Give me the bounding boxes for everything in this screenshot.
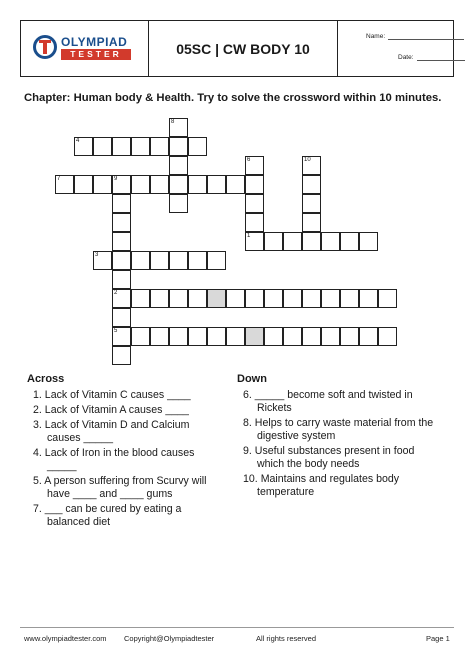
- clue-text: Lack of Vitamin A causes ____: [44, 404, 189, 416]
- clue-number: 3.: [33, 419, 42, 431]
- crossword-cell[interactable]: [55, 175, 74, 194]
- crossword-cell[interactable]: [302, 175, 321, 194]
- across-heading: Across: [27, 373, 65, 385]
- crossword-cell[interactable]: [245, 232, 264, 251]
- clue-number: 2: [114, 290, 118, 296]
- crossword-cell[interactable]: [150, 175, 169, 194]
- crossword-cell[interactable]: [112, 251, 131, 270]
- clue-number: 8: [171, 119, 175, 125]
- crossword-cell[interactable]: [131, 251, 150, 270]
- clue-text: A person suffering from Scurvy will: [44, 475, 207, 487]
- crossword-cell[interactable]: [245, 175, 264, 194]
- footer-website: www.olympiadtester.com: [24, 634, 107, 643]
- clue-text: _____: [47, 460, 77, 472]
- clue-text: have ____ and ____ gums: [47, 488, 173, 500]
- crossword-cell[interactable]: [112, 213, 131, 232]
- clue-number: 1: [247, 233, 251, 239]
- crossword-cell[interactable]: [283, 289, 302, 308]
- clue-text: Lack of Iron in the blood causes: [44, 447, 195, 459]
- clue-text: Useful substances present in food: [254, 445, 415, 457]
- crossword-cell[interactable]: [245, 289, 264, 308]
- crossword-cell[interactable]: [112, 232, 131, 251]
- crossword-cell[interactable]: [131, 137, 150, 156]
- crossword-cell[interactable]: [112, 194, 131, 213]
- crossword-cell[interactable]: [245, 156, 264, 175]
- down-clue: [243, 389, 458, 415]
- crossword-cell[interactable]: [302, 156, 321, 175]
- footer-copyright: Copyright@Olympiadtester: [124, 634, 215, 643]
- crossword-cell[interactable]: [283, 327, 302, 346]
- crossword-cell[interactable]: [245, 213, 264, 232]
- worksheet-title: 05SC | CW BODY 10: [149, 21, 338, 76]
- across-clue: [33, 475, 233, 501]
- crossword-cell[interactable]: [93, 137, 112, 156]
- down-clue: [243, 417, 458, 443]
- crossword-cell[interactable]: [169, 137, 188, 156]
- clue-text: Lack of Vitamin C causes ____: [44, 389, 191, 401]
- crossword-cell[interactable]: [321, 289, 340, 308]
- footer-page: Page 1: [426, 634, 450, 643]
- logo-top-text: OLYMPIAD: [61, 35, 128, 49]
- crossword-cell[interactable]: [93, 251, 112, 270]
- clue-text: balanced diet: [47, 516, 111, 528]
- crossword-cell[interactable]: [131, 289, 150, 308]
- crossword-cell[interactable]: [340, 327, 359, 346]
- crossword-cell[interactable]: [169, 175, 188, 194]
- crossword-cell[interactable]: [302, 194, 321, 213]
- name-field[interactable]: [388, 33, 464, 40]
- crossword-cell[interactable]: [112, 289, 131, 308]
- clue-number: 9.: [243, 445, 252, 457]
- clue-number: 6.: [243, 389, 252, 401]
- crossword-cell[interactable]: [74, 137, 93, 156]
- crossword-cell[interactable]: [131, 327, 150, 346]
- crossword-cell[interactable]: [378, 289, 397, 308]
- crossword-cell[interactable]: [264, 232, 283, 251]
- logo: [21, 21, 149, 76]
- crossword-cell[interactable]: [169, 327, 188, 346]
- crossword-cell[interactable]: [340, 289, 359, 308]
- crossword-cell[interactable]: [150, 327, 169, 346]
- crossword-cell[interactable]: [169, 251, 188, 270]
- logo-icon: [33, 35, 57, 59]
- down-clue: [243, 445, 458, 471]
- crossword-cell[interactable]: [74, 175, 93, 194]
- crossword-cell[interactable]: [340, 232, 359, 251]
- clue-text: Lack of Vitamin D and Calcium: [44, 419, 190, 431]
- meta-fields: [338, 21, 454, 76]
- crossword-cell[interactable]: [378, 327, 397, 346]
- crossword-cell[interactable]: [359, 327, 378, 346]
- crossword-cell[interactable]: [112, 270, 131, 289]
- clue-number: 6: [247, 157, 251, 163]
- worksheet-header: [20, 20, 454, 77]
- crossword-cell[interactable]: [302, 213, 321, 232]
- crossword-cell[interactable]: [112, 137, 131, 156]
- clue-number: 2.: [33, 404, 42, 416]
- across-clue: [33, 389, 233, 402]
- crossword-cell[interactable]: [169, 118, 188, 137]
- date-label: Date:: [398, 54, 414, 61]
- clue-text: ___ can be cured by eating a: [44, 503, 182, 515]
- crossword-cell[interactable]: [188, 137, 207, 156]
- clue-number: 5: [114, 328, 118, 334]
- crossword-cell[interactable]: [207, 289, 226, 308]
- crossword-cell[interactable]: [245, 327, 264, 346]
- clue-text: which the body needs: [257, 458, 360, 470]
- crossword-cell[interactable]: [112, 327, 131, 346]
- footer-divider: [20, 627, 454, 628]
- clue-text: Helps to carry waste material from the: [254, 417, 434, 429]
- crossword-cell[interactable]: [169, 156, 188, 175]
- crossword-cell[interactable]: [112, 175, 131, 194]
- crossword-cell[interactable]: [93, 175, 112, 194]
- crossword-cell[interactable]: [302, 289, 321, 308]
- crossword-cell[interactable]: [188, 251, 207, 270]
- clue-number: 8.: [243, 417, 252, 429]
- clue-text: Rickets: [257, 402, 292, 414]
- across-clue: [33, 419, 233, 445]
- crossword-cell[interactable]: [321, 327, 340, 346]
- across-clue: [33, 404, 233, 417]
- clue-number: 7: [57, 176, 61, 182]
- clue-number: 10: [304, 157, 311, 163]
- clue-text: Maintains and regulates body: [260, 473, 400, 485]
- crossword-cell[interactable]: [207, 327, 226, 346]
- crossword-cell[interactable]: [207, 175, 226, 194]
- across-clue: [33, 503, 233, 529]
- crossword-cell[interactable]: [226, 175, 245, 194]
- crossword-cell[interactable]: [283, 232, 302, 251]
- down-heading: Down: [237, 373, 267, 385]
- crossword-cell[interactable]: [264, 327, 283, 346]
- crossword-cell[interactable]: [188, 175, 207, 194]
- crossword-cell[interactable]: [112, 346, 131, 365]
- crossword-cell[interactable]: [302, 327, 321, 346]
- crossword-cell[interactable]: [169, 289, 188, 308]
- clue-number: 7.: [33, 503, 42, 515]
- logo-bottom-text: TESTER: [61, 49, 131, 60]
- across-clue: [33, 447, 233, 473]
- crossword-cell[interactable]: [188, 289, 207, 308]
- chapter-instructions: Chapter: Human body & Health. Try to solve the crossword within 10 minutes.: [24, 92, 442, 104]
- date-field[interactable]: [417, 54, 465, 61]
- footer-rights: All rights reserved: [256, 634, 317, 643]
- crossword-cell[interactable]: [112, 308, 131, 327]
- crossword-cell[interactable]: [150, 289, 169, 308]
- clue-text: digestive system: [257, 430, 336, 442]
- down-clue: [243, 473, 458, 499]
- crossword-cell[interactable]: [226, 289, 245, 308]
- clue-number: 10.: [243, 473, 258, 485]
- crossword-cell[interactable]: [226, 327, 245, 346]
- crossword-cell[interactable]: [359, 289, 378, 308]
- clue-number: 3: [95, 252, 99, 258]
- clue-number: 1.: [33, 389, 42, 401]
- crossword-cell[interactable]: [150, 137, 169, 156]
- clue-text: temperature: [257, 486, 315, 498]
- crossword-cell[interactable]: [207, 251, 226, 270]
- crossword-cell[interactable]: [302, 232, 321, 251]
- crossword-cell[interactable]: [169, 194, 188, 213]
- clue-number: 4.: [33, 447, 42, 459]
- crossword-cell[interactable]: [264, 289, 283, 308]
- clue-text: _____ become soft and twisted in: [254, 389, 413, 401]
- crossword-cell[interactable]: [188, 327, 207, 346]
- crossword-cell[interactable]: [131, 175, 150, 194]
- crossword-cell[interactable]: [150, 251, 169, 270]
- name-label: Name:: [366, 33, 386, 40]
- crossword-cell[interactable]: [245, 194, 264, 213]
- clue-number: 9: [114, 176, 118, 182]
- clue-text: causes _____: [47, 432, 113, 444]
- crossword-cell[interactable]: [321, 232, 340, 251]
- clue-number: 5.: [33, 475, 42, 487]
- crossword-cell[interactable]: [359, 232, 378, 251]
- clue-number: 4: [76, 138, 80, 144]
